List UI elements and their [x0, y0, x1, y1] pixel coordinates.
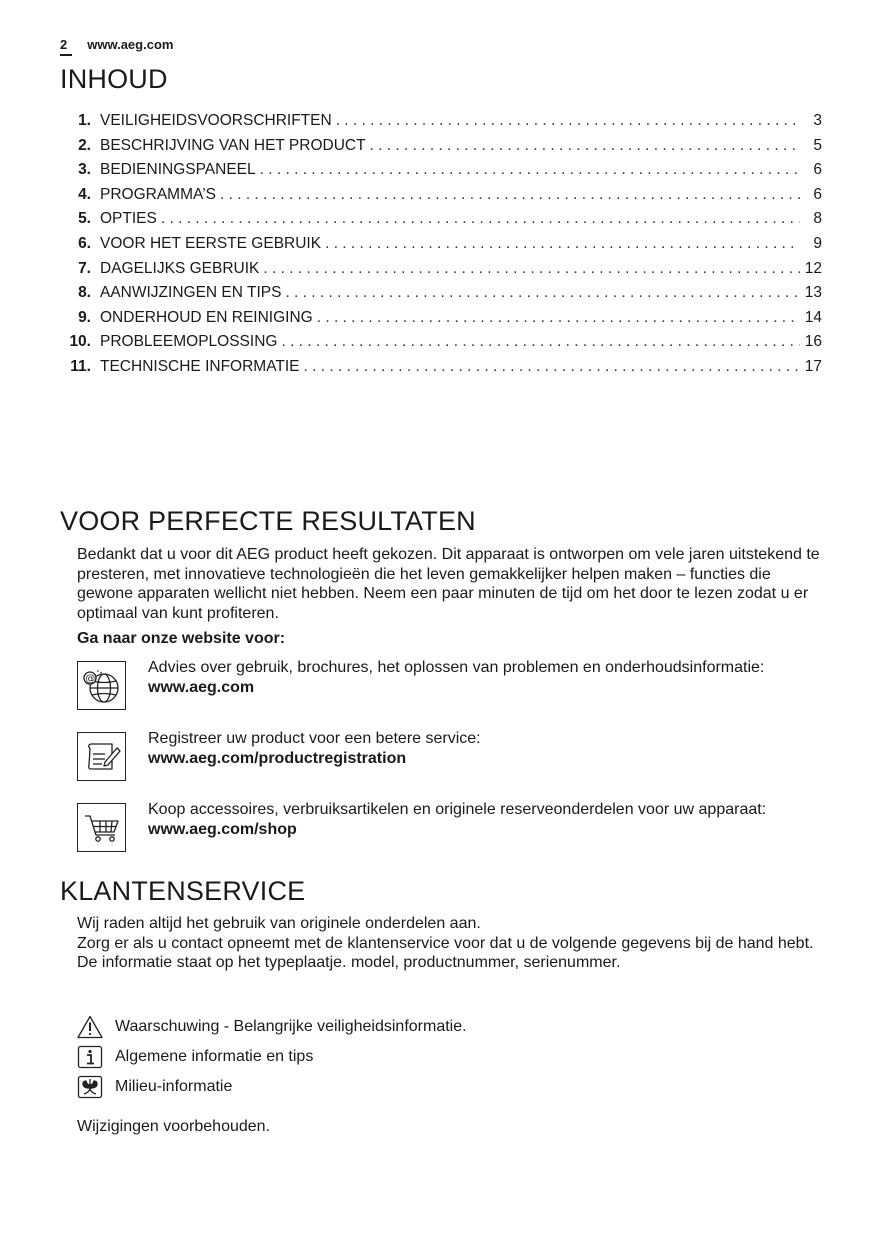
- toc-title: AANWIJZINGEN EN TIPS: [100, 284, 282, 302]
- toc-page: 12: [804, 259, 822, 277]
- toc-number: 5.: [78, 210, 91, 228]
- legend-warning: [77, 1015, 677, 1039]
- visit-label: Ga naar onze website voor:: [77, 630, 286, 647]
- toc-title: VEILIGHEIDSVOORSCHRIFTEN: [100, 112, 332, 129]
- customer-service-paragraph: [77, 914, 822, 973]
- toc-row: [60, 333, 822, 358]
- toc-page: 13: [804, 284, 822, 302]
- warning-triangle-icon: [77, 1015, 103, 1039]
- toc-row: [60, 210, 822, 235]
- toc-number: 8.: [78, 284, 91, 302]
- toc-page: 3: [813, 112, 822, 129]
- table-of-contents: [60, 112, 822, 383]
- toc-title: ONDERHOUD EN REINIGING: [100, 308, 313, 326]
- toc-leader: [325, 235, 800, 253]
- info-icon: [77, 1045, 103, 1069]
- service-text: Advies over gebruik, brochures, het oplossen van problemen en onderhoudsinformatie:: [148, 659, 765, 676]
- legend-text: Algemene informatie en tips: [115, 1048, 314, 1065]
- legend-info: [77, 1045, 677, 1069]
- service-link[interactable]: www.aeg.com/productregistration: [148, 749, 407, 767]
- toc-leader: [317, 309, 800, 327]
- toc-leader: [260, 161, 800, 179]
- toc-row: [60, 235, 822, 260]
- toc-leader: [304, 358, 801, 376]
- toc-leader: [220, 186, 800, 204]
- toc-number: 1.: [78, 112, 91, 129]
- toc-title: OPTIES: [100, 210, 157, 228]
- toc-title: DAGELIJKS GEBRUIK: [100, 259, 260, 277]
- toc-number: 3.: [78, 161, 91, 179]
- service-link[interactable]: www.aeg.com: [148, 678, 255, 696]
- svg-text:@: @: [85, 673, 96, 685]
- toc-row: [60, 137, 822, 162]
- toc-row: [60, 309, 822, 334]
- toc-title: VOOR HET EERSTE GEBRUIK: [100, 234, 322, 252]
- toc-number: 9.: [78, 308, 91, 326]
- legend-environment: [77, 1075, 677, 1099]
- header-underline: [60, 54, 72, 56]
- toc-row: [60, 186, 822, 211]
- header-website: www.aeg.com: [87, 36, 174, 52]
- page-header: [60, 34, 173, 54]
- toc-page: 9: [813, 234, 822, 252]
- globe-at-icon: [77, 661, 126, 710]
- toc-number: 10.: [69, 333, 91, 351]
- toc-row: [60, 161, 822, 186]
- toc-page: 8: [813, 210, 822, 228]
- toc-number: 11.: [70, 357, 91, 375]
- page-number: 2: [60, 36, 68, 52]
- toc-page: 6: [813, 185, 822, 203]
- service-link[interactable]: www.aeg.com/shop: [148, 820, 297, 838]
- toc-number: 7.: [78, 259, 91, 277]
- toc-page: 14: [804, 308, 822, 326]
- toc-page: 5: [813, 136, 822, 154]
- toc-number: 4.: [78, 185, 91, 203]
- service-text: Koop accessoires, verbruiksartikelen en originele reserveonderdelen voor uw apparaat:: [148, 801, 767, 818]
- service-line: Zorg er als u contact opneemt met de klantenservice voor dat u de volgende gegevens bij de hand hebt.: [77, 934, 814, 952]
- toc-title: PROGRAMMA’S: [100, 185, 216, 203]
- toc-title: BESCHRIJVING VAN HET PRODUCT: [100, 136, 366, 154]
- toc-row: [60, 358, 822, 383]
- environment-icon: [77, 1075, 103, 1099]
- toc-leader: [263, 260, 800, 278]
- customer-service-heading: KLANTENSERVICE: [60, 876, 306, 906]
- changes-reserved-note: Wijzigingen voorbehouden.: [77, 1118, 271, 1135]
- legend-text: Waarschuwing - Belangrijke veiligheidsinformatie.: [115, 1018, 467, 1035]
- service-line: Wij raden altijd het gebruik van originele onderdelen aan.: [77, 915, 481, 932]
- toc-row: [60, 260, 822, 285]
- shopping-cart-icon: [77, 803, 126, 852]
- toc-number: 6.: [78, 234, 91, 252]
- toc-heading: INHOUD: [60, 64, 168, 94]
- toc-page: 17: [804, 357, 822, 375]
- toc-title: BEDIENINGSPANEEL: [100, 161, 256, 179]
- toc-page: 16: [804, 333, 822, 351]
- toc-leader: [285, 284, 800, 302]
- toc-leader: [161, 210, 800, 228]
- toc-row: [60, 112, 822, 137]
- results-heading: VOOR PERFECTE RESULTATEN: [60, 506, 476, 536]
- toc-leader: [370, 137, 800, 155]
- toc-page: 6: [813, 161, 822, 179]
- toc-title: PROBLEEMOPLOSSING: [100, 333, 278, 351]
- toc-leader: [281, 333, 800, 351]
- register-document-icon: [77, 732, 126, 781]
- toc-number: 2.: [78, 136, 91, 154]
- toc-leader: [336, 112, 800, 130]
- toc-title: TECHNISCHE INFORMATIE: [100, 357, 300, 375]
- service-text: Registreer uw product voor een betere service:: [148, 730, 481, 747]
- intro-paragraph: Bedankt dat u voor dit AEG product heeft gekozen. Dit apparaat is ontworpen om vele jaren uitstekend te presteren, met innovatieve technologieën die het leven gemakkelijker helpen maken – functies die gewone apparaten wellicht niet hebben. Neem een paar minuten de tijd om het door te lezen zodat u er optimaal van kunt profiteren.: [77, 546, 820, 622]
- toc-row: [60, 284, 822, 309]
- service-line: De informatie staat op het typeplaatje. model, productnummer, serienummer.: [77, 954, 621, 971]
- legend-text: Milieu-informatie: [115, 1078, 233, 1095]
